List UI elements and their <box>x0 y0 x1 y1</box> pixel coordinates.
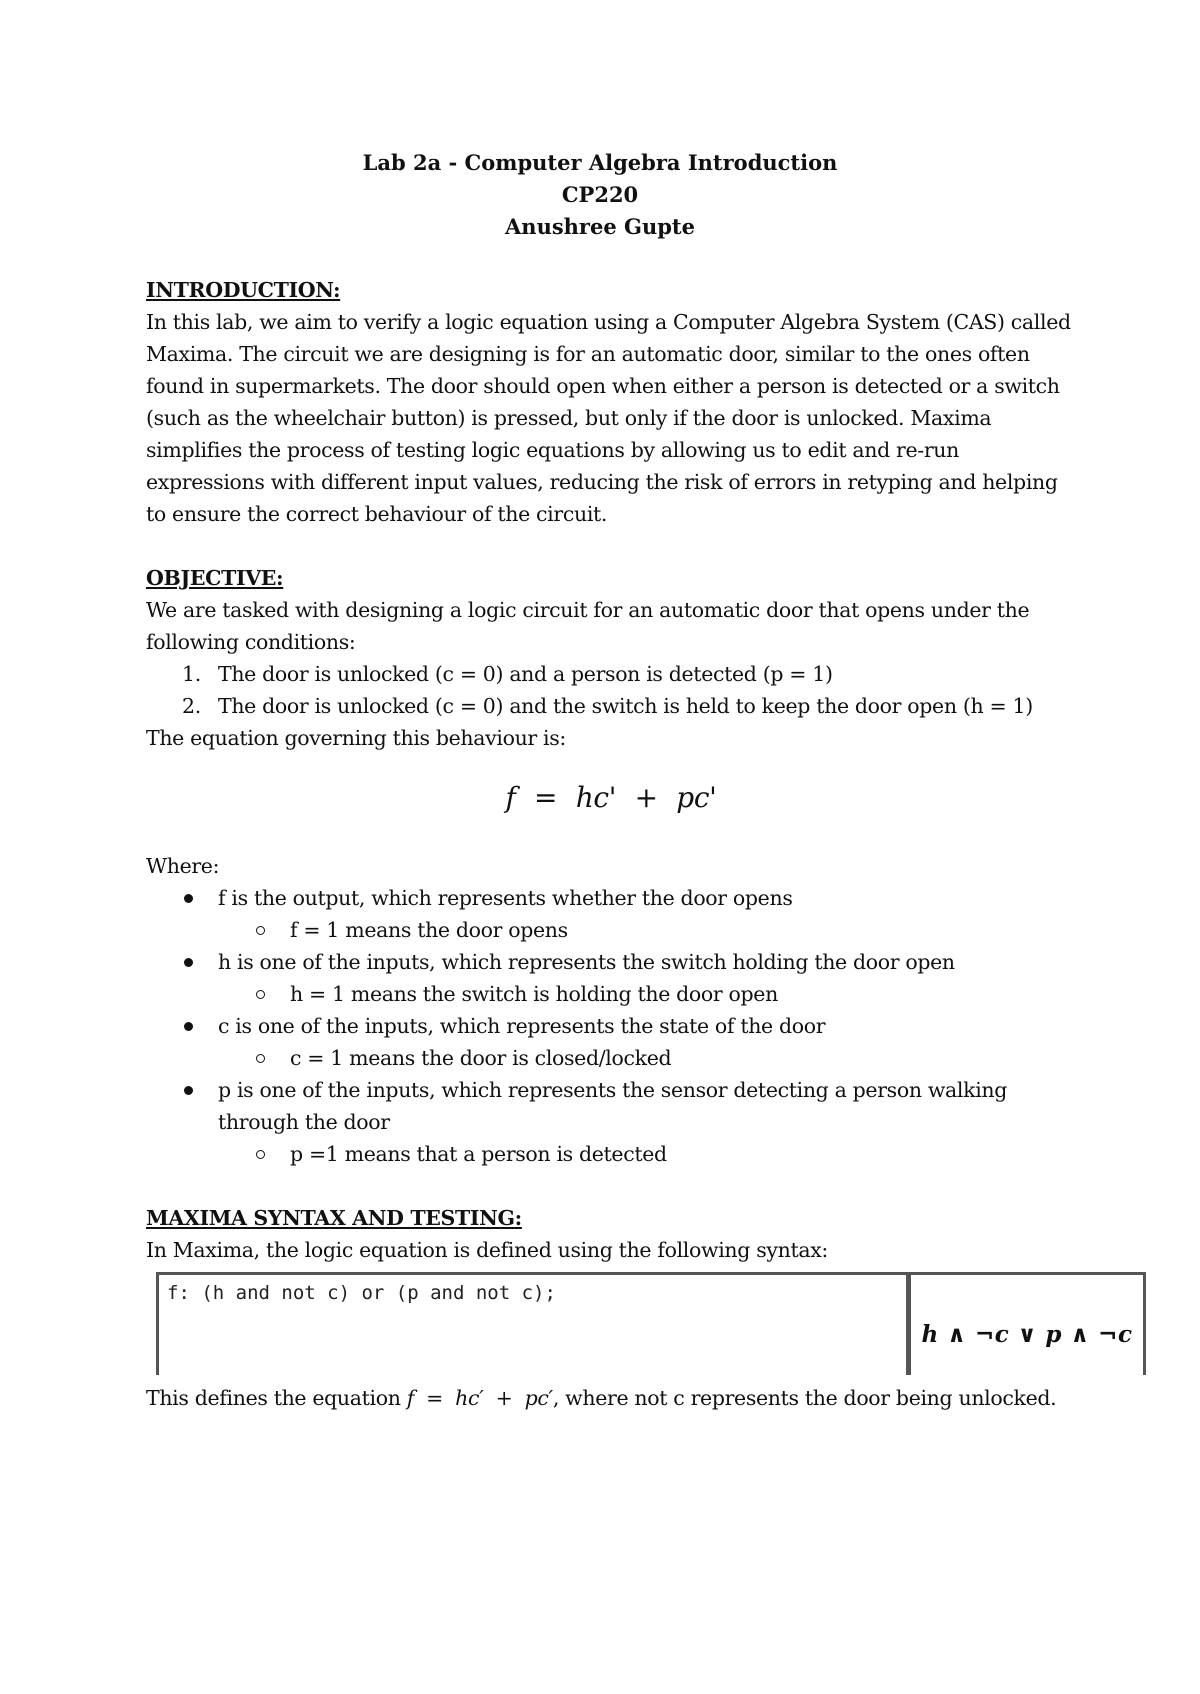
maxima-output: h ∧ ¬c ∨ p ∧ ¬c <box>921 1321 1133 1348</box>
closing-equation: f = hc′ + pc′ <box>406 1386 553 1410</box>
document-body <box>146 274 1133 1414</box>
hollow-bullet-icon <box>256 926 265 935</box>
definition-item <box>146 1074 1076 1170</box>
definition-text: h is one of the inputs, which represents the switch holding the door open <box>218 950 955 974</box>
closing-prefix: This defines the equation <box>146 1386 407 1410</box>
definition-text: f is the output, which represents whether the door opens <box>218 886 793 910</box>
objective-text: We are tasked with designing a logic circuit for an automatic door that opens under the following conditions: <box>146 598 1030 654</box>
maxima-output-cell <box>908 1272 1146 1375</box>
definition-text: p is one of the inputs, which represents the sensor detecting a person walking through the door <box>218 1078 1008 1134</box>
definition-text: c is one of the inputs, which represents the state of the door <box>218 1014 826 1038</box>
definition-subtext: f = 1 means the door opens <box>290 918 568 942</box>
main-equation: f = hc' + pc' <box>505 781 717 814</box>
definition-item <box>146 1010 1076 1074</box>
course-code: CP220 <box>561 182 639 207</box>
maxima-screenshot <box>146 1272 1146 1378</box>
maxima-intro: In Maxima, the logic equation is defined using the following syntax: <box>146 1238 828 1262</box>
definition-subitem <box>218 1042 1076 1074</box>
introduction-heading: INTRODUCTION: <box>146 278 341 302</box>
condition-text: The door is unlocked (c = 0) and the switch is held to keep the door open (h = 1) <box>218 694 1033 718</box>
objective-heading: OBJECTIVE: <box>146 566 284 590</box>
where-label: Where: <box>146 854 220 878</box>
bullet-icon <box>184 1086 193 1095</box>
bullet-icon <box>184 894 193 903</box>
condition-text: The door is unlocked (c = 0) and a person is detected (p = 1) <box>218 662 833 686</box>
hollow-bullet-icon <box>256 1054 265 1063</box>
definition-subitem <box>218 978 1076 1010</box>
definition-item <box>146 882 1076 946</box>
condition-item <box>146 658 1076 690</box>
hollow-bullet-icon <box>256 1150 265 1159</box>
document-title: Lab 2a - Computer Algebra Introduction <box>362 150 838 175</box>
bullet-icon <box>184 958 193 967</box>
condition-number: 1. <box>182 662 201 686</box>
equation-intro: The equation governing this behaviour is: <box>146 726 566 750</box>
definition-subtext: p =1 means that a person is detected <box>290 1142 667 1166</box>
definition-item <box>146 946 1076 1010</box>
hollow-bullet-icon <box>256 990 265 999</box>
condition-item <box>146 690 1076 722</box>
author-name: Anushree Gupte <box>505 214 695 239</box>
condition-number: 2. <box>182 694 201 718</box>
maxima-input-cell <box>156 1272 909 1375</box>
closing-text <box>146 1382 1076 1414</box>
definition-subitem <box>218 1138 1076 1170</box>
title-block <box>0 147 1200 243</box>
maxima-heading: MAXIMA SYNTAX AND TESTING: <box>146 1206 522 1230</box>
definitions-list <box>146 882 1076 1170</box>
conditions-list <box>146 658 1076 722</box>
definition-subitem <box>218 914 1076 946</box>
maxima-code: f: (h and not c) or (p and not c); <box>167 1282 556 1304</box>
bullet-icon <box>184 1022 193 1031</box>
definition-subtext: h = 1 means the switch is holding the door open <box>290 982 778 1006</box>
introduction-text: In this lab, we aim to verify a logic equation using a Computer Algebra System (CAS) called Maxima. The circuit we are designing is for an automatic door, similar to the ones often found in supermarkets. The door should open when either a person is detected or a switch (such as the wheelchair button) is pressed, but only if the door is unlocked. Maxima simplifies the process of testing logic equations by allowing us to edit and re-run expressions with different input values, reducing the risk of errors in retyping and helping to ensure the correct behaviour of the circuit. <box>146 310 1071 526</box>
closing-suffix: , where not c represents the door being unlocked. <box>552 1386 1057 1410</box>
definition-subtext: c = 1 means the door is closed/locked <box>290 1046 672 1070</box>
